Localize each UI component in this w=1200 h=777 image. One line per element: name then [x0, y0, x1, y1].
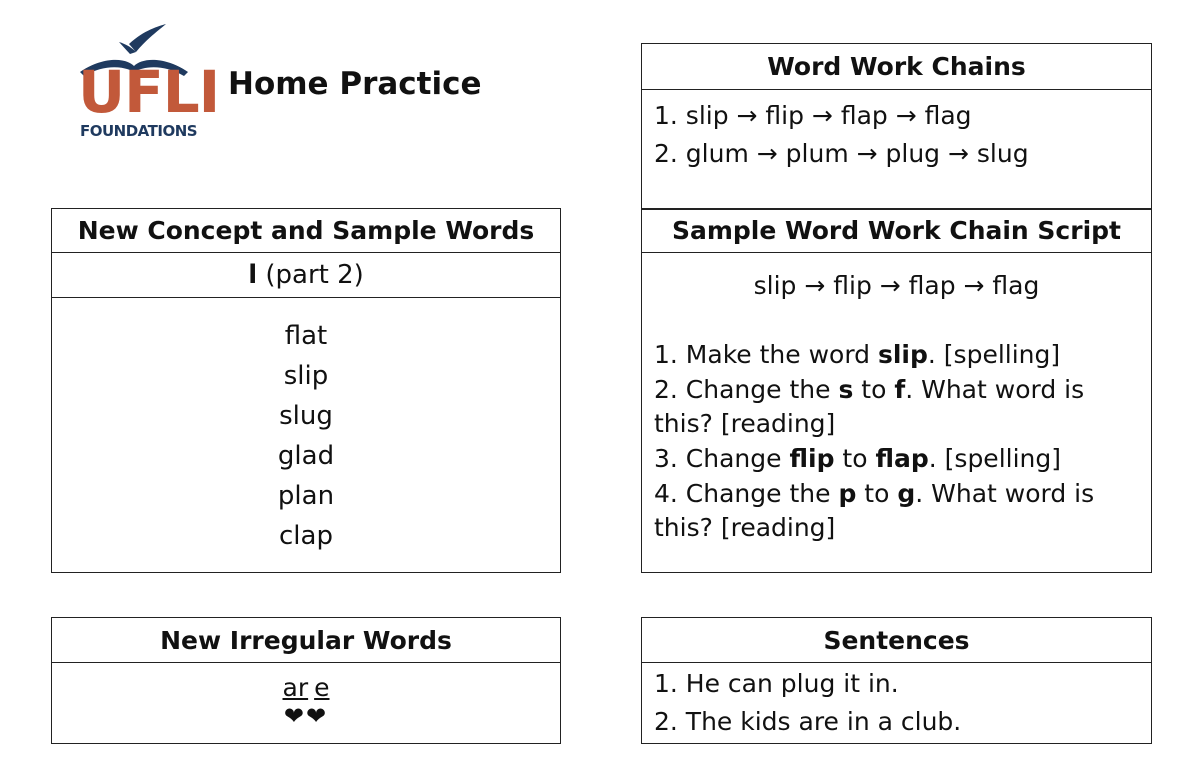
script-step: 2. Change the s to f. What word is this? [reading] — [654, 375, 1085, 438]
script-chain: slip → flip → flap → flag — [753, 271, 1040, 300]
irregular-word-part: e — [314, 673, 330, 702]
list-item: plan — [277, 481, 335, 511]
concept-part: (part 2) — [257, 260, 364, 290]
script-step: 1. Make the word slip. [spelling] — [654, 340, 1061, 369]
sentences-panel — [641, 617, 1152, 744]
irregular-words-heading: New Irregular Words — [52, 618, 560, 663]
irregular-word — [52, 663, 560, 729]
chain-line: 1. slip → flip → flap → flag — [654, 101, 972, 130]
script-steps — [642, 325, 1151, 545]
script-step: 4. Change the p to g. What word is this? [reading] — [654, 479, 1095, 542]
irregular-words-panel — [51, 617, 561, 744]
sentence-line: 2. The kids are in a club. — [654, 707, 962, 736]
list-item: glad — [277, 441, 335, 471]
chain-line: 2. glum → plum → plug → slug — [654, 139, 1029, 168]
list-item: flat — [284, 321, 328, 351]
logo-subtext: FOUNDATIONS — [80, 122, 198, 140]
sentence-line: 1. He can plug it in. — [654, 669, 899, 698]
list-item: slug — [279, 401, 333, 431]
ufli-logo — [74, 20, 220, 140]
concept-letter: l — [248, 260, 258, 290]
page-title: Home Practice — [228, 66, 482, 102]
logo-text: UFLI — [78, 58, 220, 126]
irregular-word-part: ar — [282, 673, 309, 702]
list-item: slip — [283, 361, 329, 391]
word-work-chains-heading: Word Work Chains — [642, 44, 1151, 90]
list-item: clap — [279, 521, 333, 551]
sentences-heading: Sentences — [642, 618, 1151, 663]
word-work-chains-panel — [641, 43, 1152, 210]
sample-word-list — [52, 298, 560, 556]
sample-script-panel — [641, 208, 1152, 573]
script-step: 3. Change flip to flap. [spelling] — [654, 444, 1061, 473]
new-concept-heading: New Concept and Sample Words — [52, 209, 560, 253]
sample-script-heading: Sample Word Work Chain Script — [642, 209, 1151, 253]
heart-icon: ❤❤ — [283, 702, 329, 730]
new-concept-panel — [51, 208, 561, 573]
concept-label — [52, 253, 560, 298]
